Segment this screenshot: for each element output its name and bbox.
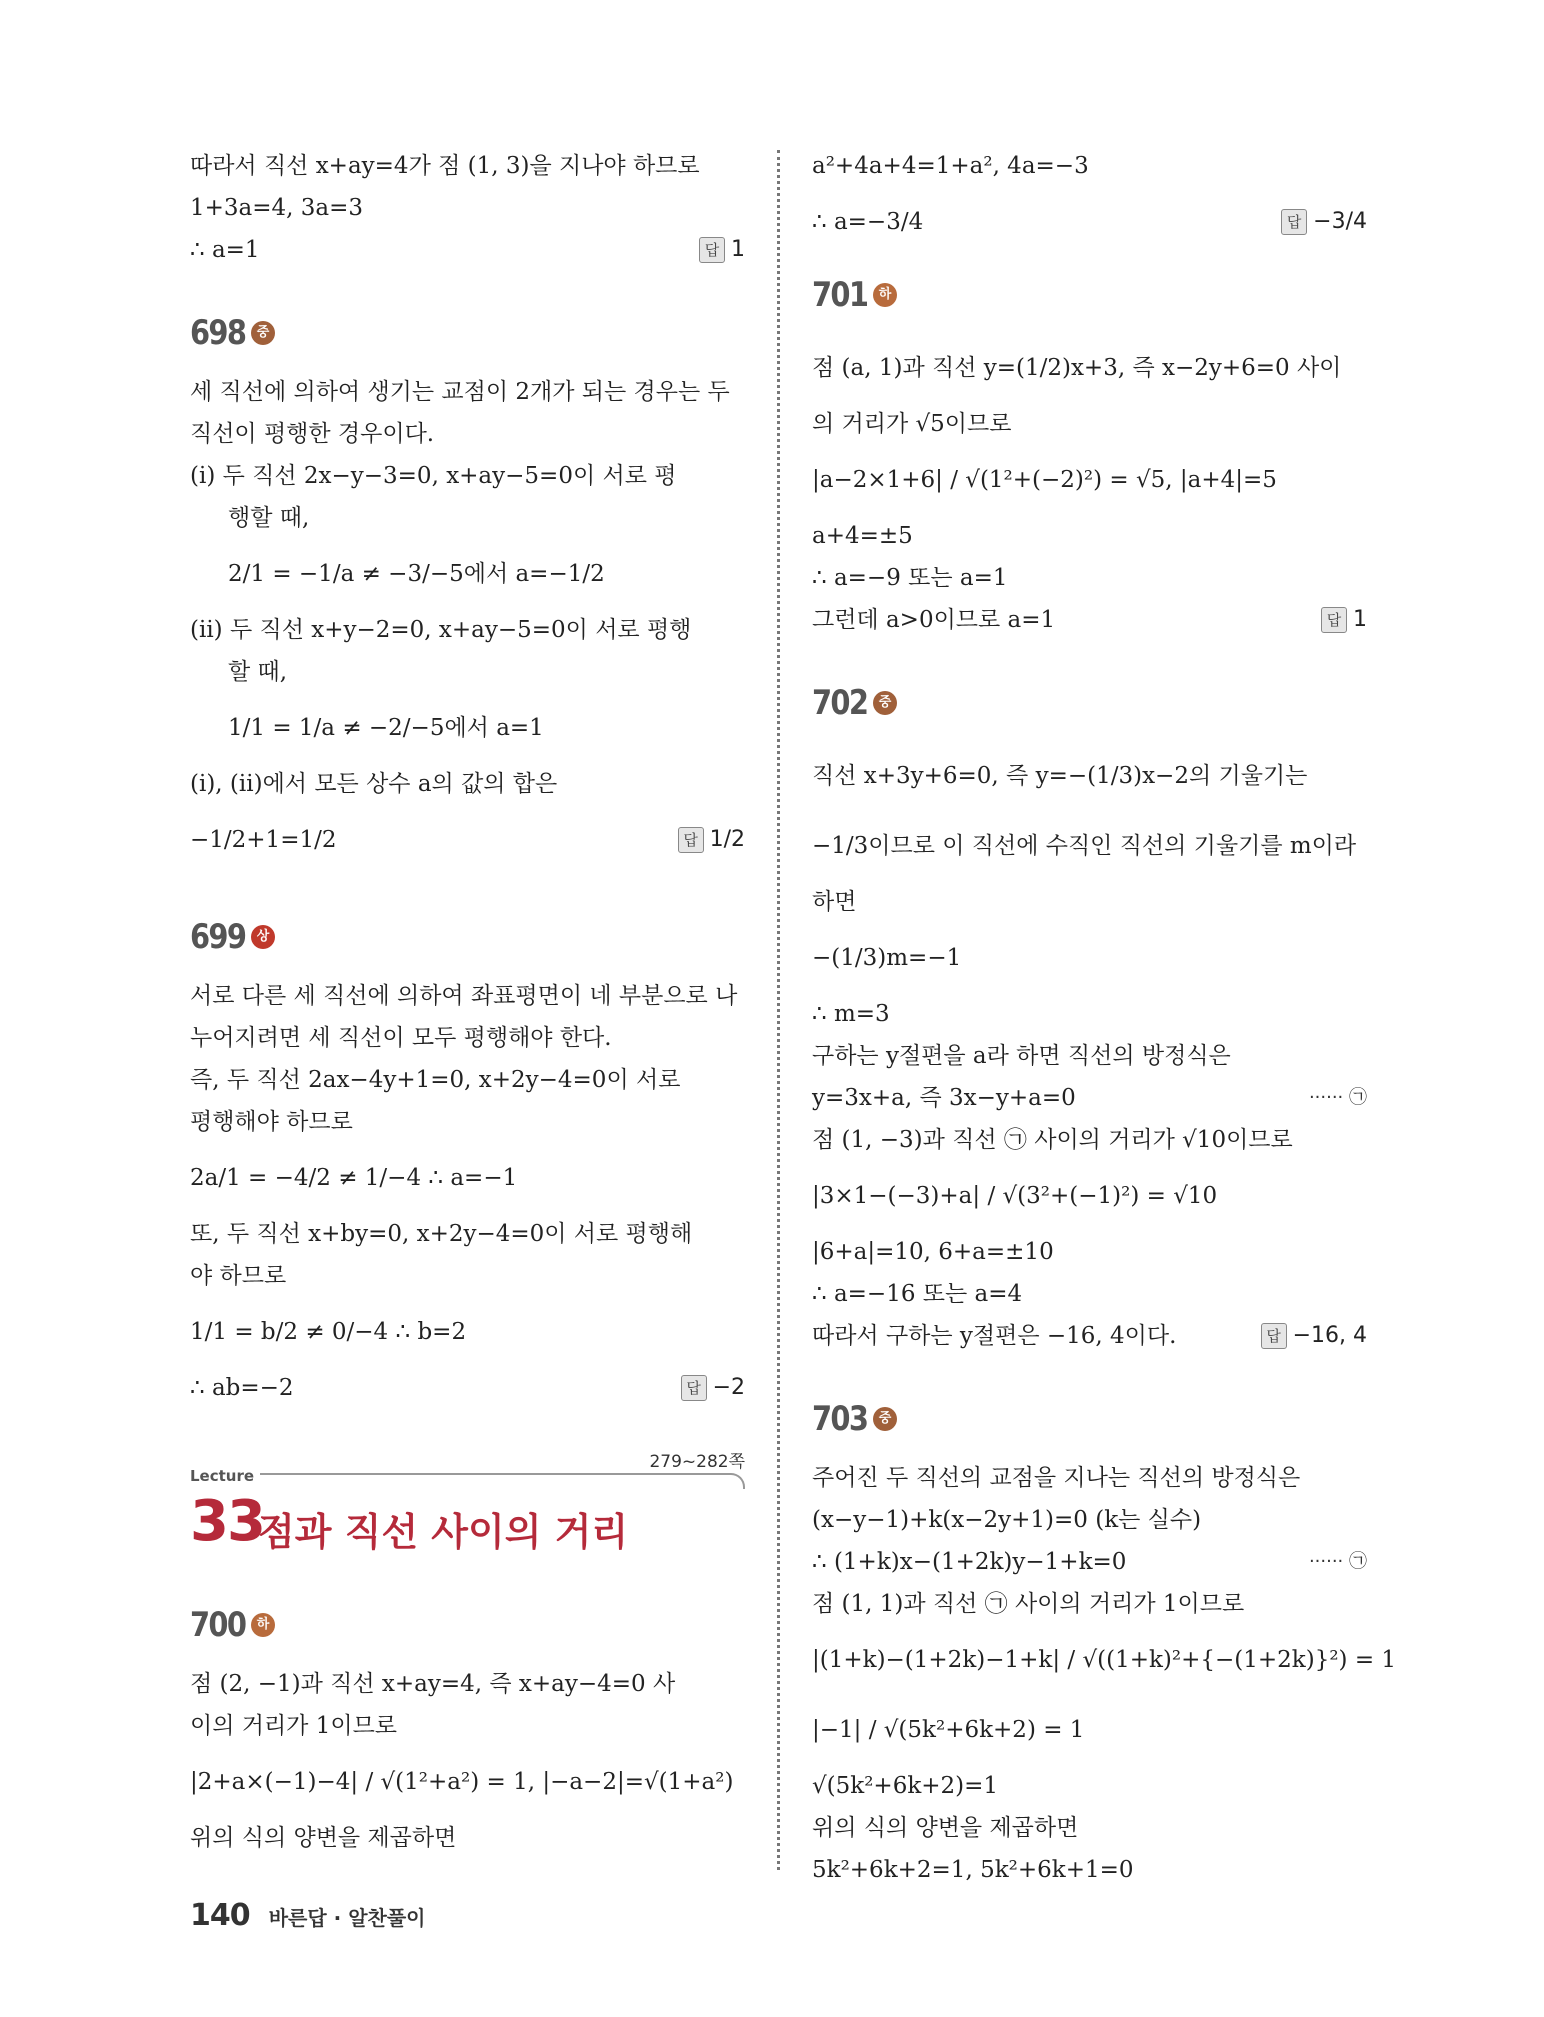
- top-result-text: ∴ a=−3/4: [812, 209, 924, 235]
- p698-equation: 1/1 = 1/a ≠ −2/−5에서 a=1: [228, 715, 544, 741]
- p702-equation-text: y=3x+a, 즉 3x−y+a=0: [812, 1085, 1076, 1111]
- p703-line: √(5k²+6k+2)=1: [812, 1773, 999, 1799]
- answer-value: 1: [1353, 607, 1367, 632]
- answer-value: 1/2: [709, 827, 745, 852]
- p701-line: 의 거리가 √5이므로: [812, 411, 1012, 437]
- problem-number: 702: [812, 683, 868, 723]
- p702-result: [812, 1315, 1367, 1357]
- lecture-pages: 279~282쪽: [649, 1452, 745, 1472]
- page-footer: [190, 1898, 425, 1933]
- p699-equation: 2a/1 = −4/2 ≠ 1/−4 ∴ a=−1: [190, 1165, 518, 1191]
- problem-number: 701: [812, 275, 868, 315]
- problem-698-header: [190, 305, 745, 361]
- p701-result: [812, 599, 1367, 641]
- answer-mark: 답: [1261, 1323, 1287, 1349]
- p702-line: |6+a|=10, 6+a=±10: [812, 1239, 1054, 1265]
- p702-line: ∴ m=3: [812, 1001, 890, 1027]
- right-column: [812, 145, 1397, 1891]
- p702-line: −1/3이므로 이 직선에 수직인 직선의 기울기를 m이라: [812, 833, 1357, 859]
- lecture-number: 33: [190, 1489, 264, 1554]
- top-line: a²+4a+4=1+a², 4a=−3: [812, 153, 1089, 179]
- p702-line: ∴ a=−16 또는 a=4: [812, 1281, 1023, 1307]
- p702-line: 구하는 y절편을 a라 하면 직선의 방정식은: [812, 1043, 1231, 1069]
- p700-line: 위의 식의 양변을 제곱하면: [190, 1825, 457, 1851]
- answer-value: 1: [731, 237, 745, 262]
- p702-conclusion: 따라서 구하는 y절편은 −16, 4이다.: [812, 1323, 1177, 1349]
- p702-line: 점 (1, −3)과 직선 ㉠ 사이의 거리가 √10이므로: [812, 1127, 1293, 1153]
- p699-product: ∴ ab=−2: [190, 1375, 294, 1401]
- p698-line: (ⅱ) 두 직선 x+y−2=0, x+ay−5=0이 서로 평행: [190, 617, 692, 643]
- p698-result: [190, 805, 745, 875]
- column-divider: [777, 150, 780, 1870]
- problem-702-header: [812, 675, 1367, 731]
- problem-number: 699: [190, 917, 246, 957]
- answer-mark: 답: [1281, 209, 1307, 235]
- lecture-rule: [260, 1473, 745, 1489]
- p699-result: [190, 1367, 745, 1409]
- p699-line: 누어지려면 세 직선이 모두 평행해야 한다.: [190, 1025, 612, 1051]
- p702-answer: [1261, 1315, 1367, 1357]
- difficulty-badge: 하: [873, 283, 897, 307]
- p701-line: 점 (a, 1)과 직선 y=(1/2)x+3, 즉 x−2y+6=0 사이: [812, 355, 1342, 381]
- p703-line-marked: [812, 1541, 1367, 1583]
- p701-equation: |a−2×1+6| / √(1²+(−2)²) = √5, |a+4|=5: [812, 467, 1277, 493]
- problem-number: 703: [812, 1399, 868, 1439]
- p702-equation: |3×1−(−3)+a| / √(3²+(−1)²) = √10: [812, 1183, 1218, 1209]
- answer-value: −2: [712, 1375, 745, 1400]
- left-column: [190, 145, 745, 1859]
- book-title: 바른답 · 알찬풀이: [268, 1906, 426, 1930]
- p703-line: 점 (1, 1)과 직선 ㉠ 사이의 거리가 1이므로: [812, 1591, 1245, 1617]
- p703-line: 위의 식의 양변을 제곱하면: [812, 1815, 1079, 1841]
- p698-line: (ⅰ) 두 직선 2x−y−3=0, x+ay−5=0이 서로 평: [190, 463, 677, 489]
- answer-value: −16, 4: [1292, 1323, 1367, 1348]
- p699-line: 또, 두 직선 x+by=0, x+2y−4=0이 서로 평행해: [190, 1221, 693, 1247]
- problem-699-header: [190, 909, 745, 965]
- equation-marker: ······ ㉠: [1308, 1087, 1367, 1108]
- problem-number: 698: [190, 313, 246, 353]
- difficulty-badge: 중: [873, 1407, 897, 1431]
- problem-703-header: [812, 1391, 1367, 1447]
- intro-line-3: [190, 229, 745, 271]
- p699-line: 야 하므로: [190, 1263, 287, 1289]
- difficulty-badge: 하: [251, 1613, 275, 1637]
- p698-line: 직선이 평행한 경우이다.: [190, 421, 435, 447]
- p699-line: 서로 다른 세 직선에 의하여 좌표평면이 네 부분으로 나: [190, 983, 738, 1009]
- p699-answer: [681, 1367, 745, 1409]
- intro-result: ∴ a=1: [190, 237, 260, 263]
- p699-line: 평행해야 하므로: [190, 1109, 353, 1135]
- top-result: [812, 187, 1367, 257]
- equation-marker: ······ ㉠: [1308, 1551, 1367, 1572]
- lecture-title: 점과 직선 사이의 거리: [258, 1510, 629, 1554]
- p702-line-marked: [812, 1077, 1367, 1119]
- p700-line: 이의 거리가 1이므로: [190, 1713, 397, 1739]
- difficulty-badge: 중: [873, 691, 897, 715]
- p699-line: 즉, 두 직선 2ax−4y+1=0, x+2y−4=0이 서로: [190, 1067, 681, 1093]
- p702-equation: −(1/3)m=−1: [812, 945, 962, 971]
- top-answer: [1281, 187, 1367, 257]
- intro-answer: [699, 229, 745, 271]
- p698-line: 행할 때,: [228, 505, 310, 531]
- problem-700-header: [190, 1597, 745, 1653]
- p698-line: 할 때,: [228, 659, 288, 685]
- p698-answer: [678, 805, 745, 875]
- p703-line: 주어진 두 직선의 교점을 지나는 직선의 방정식은: [812, 1465, 1301, 1491]
- problem-number: 700: [190, 1605, 246, 1645]
- page-number: 140: [190, 1898, 250, 1933]
- answer-mark: 답: [678, 827, 704, 853]
- answer-mark: 답: [681, 1375, 707, 1401]
- p701-conclusion: 그런데 a>0이므로 a=1: [812, 607, 1056, 633]
- answer-mark: 답: [1321, 607, 1347, 633]
- p702-line: 직선 x+3y+6=0, 즉 y=−(1/3)x−2의 기울기는: [812, 763, 1308, 789]
- lecture-header: [190, 1447, 745, 1597]
- p703-equation: |−1| / √(5k²+6k+2) = 1: [812, 1717, 1085, 1743]
- p700-line: 점 (2, −1)과 직선 x+ay=4, 즉 x+ay−4=0 사: [190, 1671, 676, 1697]
- difficulty-badge: 상: [251, 925, 275, 949]
- p700-equation: |2+a×(−1)−4| / √(1²+a²) = 1, |−a−2|=√(1+a²): [190, 1769, 734, 1795]
- p698-line: 세 직선에 의하여 생기는 교점이 2개가 되는 경우는 두: [190, 379, 730, 405]
- p699-equation: 1/1 = b/2 ≠ 0/−4 ∴ b=2: [190, 1319, 467, 1345]
- p703-equation: |(1+k)−(1+2k)−1+k| / √((1+k)²+{−(1+2k)}²) = 1: [812, 1647, 1397, 1673]
- lecture-label: Lecture: [190, 1467, 255, 1485]
- intro-line-1: 따라서 직선 x+ay=4가 점 (1, 3)을 지나야 하므로: [190, 153, 700, 179]
- p701-line: a+4=±5: [812, 523, 913, 549]
- p703-line: 5k²+6k+2=1, 5k²+6k+1=0: [812, 1857, 1134, 1883]
- p703-line: (x−y−1)+k(x−2y+1)=0 (k는 실수): [812, 1507, 1202, 1533]
- answer-mark: 답: [699, 237, 725, 263]
- p703-equation-text: ∴ (1+k)x−(1+2k)y−1+k=0: [812, 1549, 1127, 1575]
- p698-sum: −1/2+1=1/2: [190, 827, 337, 853]
- problem-701-header: [812, 267, 1367, 323]
- answer-value: −3/4: [1313, 209, 1367, 234]
- intro-line-2: 1+3a=4, 3a=3: [190, 195, 364, 221]
- p701-answer: [1321, 599, 1367, 641]
- p702-line: 하면: [812, 889, 857, 915]
- p698-equation: 2/1 = −1/a ≠ −3/−5에서 a=−1/2: [228, 561, 605, 587]
- p698-line: (ⅰ), (ⅱ)에서 모든 상수 a의 값의 합은: [190, 771, 558, 797]
- p701-line: ∴ a=−9 또는 a=1: [812, 565, 1008, 591]
- difficulty-badge: 중: [251, 321, 275, 345]
